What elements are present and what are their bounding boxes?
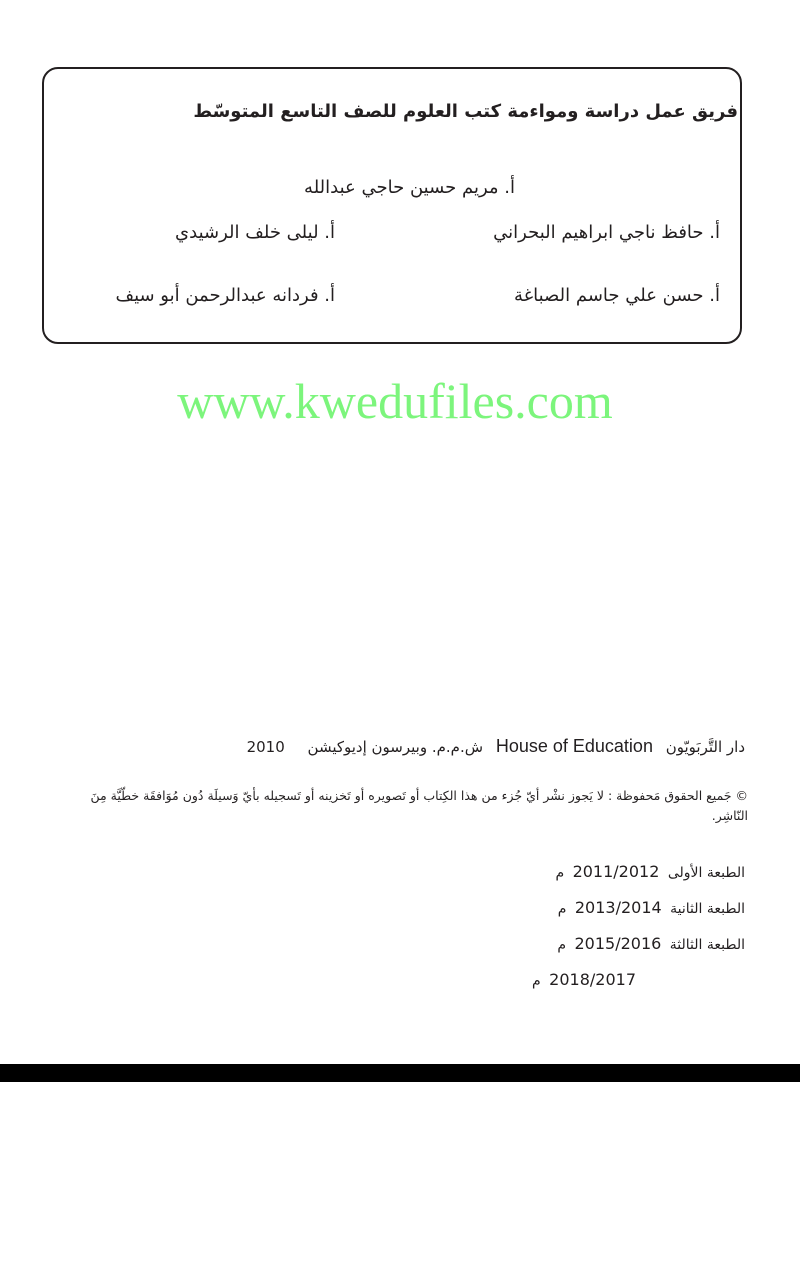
edition-label: الطبعة الأولى (667, 865, 745, 881)
edition-years: 2018/2017 (549, 970, 636, 989)
edition-row (485, 970, 745, 1006)
edition-suffix: م (555, 865, 565, 881)
edition-row (485, 934, 745, 970)
team-title: فريق عمل دراسة ومواءمة كتب العلوم للصف التاسع المتوسّط (193, 101, 738, 122)
team-member: أ. مريم حسين حاجي عبدالله (304, 177, 515, 198)
watermark-link[interactable]: www.kwedufiles.com (177, 373, 613, 429)
edition-suffix: م (557, 901, 567, 917)
edition-years: 2013/2014 (574, 898, 662, 917)
edition-row (485, 898, 745, 934)
team-member: أ. حافظ ناجي ابراهيم البحراني (493, 222, 720, 243)
publisher-line (247, 736, 745, 757)
edition-row (485, 862, 745, 898)
team-member: أ. ليلى خلف الرشيدي (175, 222, 335, 243)
edition-years: 2011/2012 (572, 862, 660, 881)
edition-suffix: م (532, 973, 541, 989)
publisher-company: ش.م.م. وبيرسون إديوكيشن (307, 738, 484, 756)
publisher-year: 2010 (246, 738, 285, 756)
edition-label: الطبعة الثانية (670, 901, 745, 917)
edition-suffix: م (557, 937, 567, 953)
publisher-english-name: House of Education (495, 736, 653, 756)
publisher-arabic-name: دار التَّربَويّون (665, 738, 745, 756)
editions-list (485, 862, 745, 1006)
edition-years: 2015/2016 (574, 934, 662, 953)
edition-label: الطبعة الثالثة (669, 937, 745, 953)
copyright-notice: © جَميع الحقوق مَحفوظة : لا يَجوز نشْر أيّ جُزء من هذا الكِتاب أو تَصويره أو تَخزينه أو تَسجيله بأيّ وَسيلَة دُون مُوَافقَة خطّيَّة مِنَ النّاشِر. (90, 788, 748, 823)
team-member: أ. حسن علي جاسم الصباغة (514, 285, 720, 306)
team-member: أ. فردانه عبدالرحمن أبو سيف (115, 285, 335, 306)
bottom-bar (0, 1064, 800, 1082)
